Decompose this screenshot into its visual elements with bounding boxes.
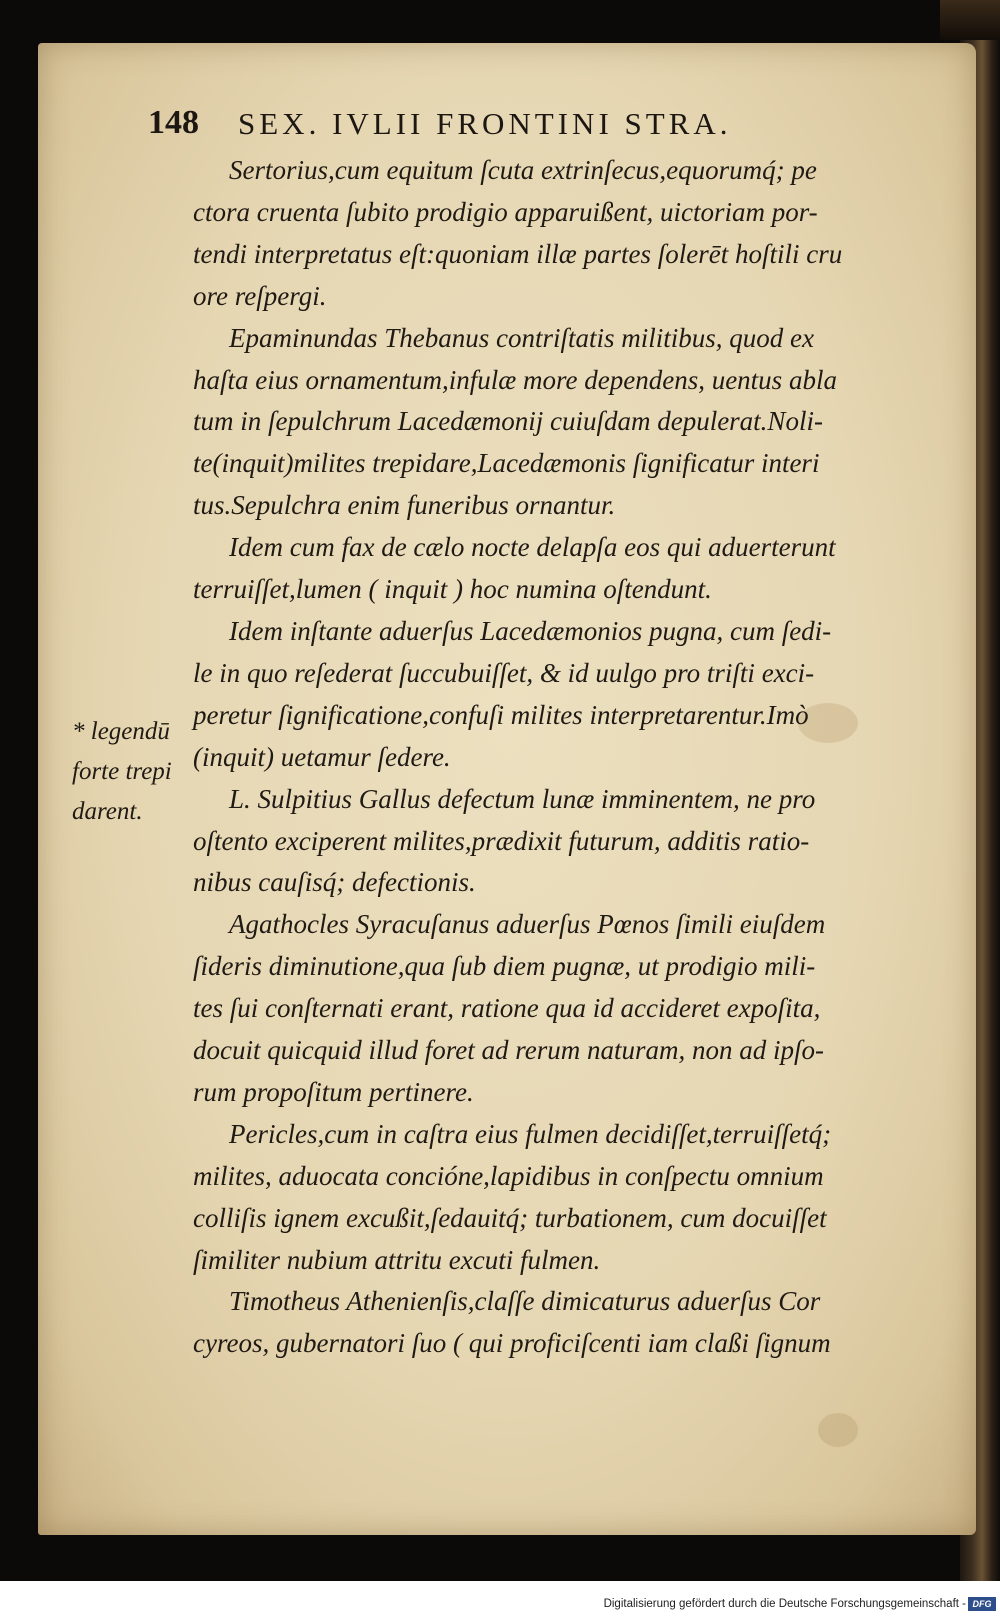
page-header: [148, 100, 888, 150]
text-line: le in quo reſederat ſuccubuiſſet, & id uulgo pro triſti exci-: [193, 657, 815, 688]
text-line: cyreos, gubernatori ſuo ( qui proficiſcenti iam claßi ſignum: [193, 1328, 831, 1359]
funding-credit: Digitalisierung gefördert durch die Deutsche Forschungsgemeinschaft -: [603, 1598, 966, 1610]
text-line: rum propoſitum pertinere.: [193, 1076, 474, 1107]
text-line: peretur ſignificatione,confuſi milites interpretarentur.Imò: [193, 699, 809, 730]
running-head: SEX. IVLII FRONTINI STRA.: [238, 106, 732, 141]
text-line: ſideris diminutione,qua ſub diem pugnæ, ut prodigio mili-: [193, 951, 816, 982]
text-line: ctora cruenta ſubito prodigio apparuißent, uictoriam por-: [193, 196, 818, 227]
paragraph: [193, 527, 908, 611]
paragraph: [193, 1281, 908, 1365]
text-line: (inquit) uetamur ſedere.: [193, 741, 451, 772]
text-line: Epaminundas Thebanus contriſtatis militibus, quod ex: [229, 322, 814, 353]
text-line: ore reſpergi.: [193, 280, 327, 311]
text-line: ſimiliter nubium attritu excuti fulmen.: [193, 1244, 601, 1275]
text-line: tus.Sepulchra enim funeribus ornantur.: [193, 490, 616, 521]
paragraph: [193, 150, 908, 318]
text-line: Idem inſtante aduerſus Lacedæmonios pugna, cum ſedi-: [229, 615, 832, 646]
page-number: 148: [148, 104, 199, 141]
text-line: Pericles,cum in caſtra eius fulmen decidiſſet,terruiſſetq́;: [229, 1118, 832, 1149]
book-corner: [940, 0, 1000, 40]
text-line: docuit quicquid illud foret ad rerum naturam, non ad ipſo-: [193, 1035, 824, 1066]
margin-note-line: * legendū: [72, 718, 170, 745]
margin-note-line: darent.: [72, 798, 143, 825]
text-line: Idem cum fax de cælo nocte delapſa eos qui aduerterunt: [229, 532, 836, 563]
text-line: Agathocles Syracuſanus aduerſus Pœnos ſimili eiuſdem: [229, 909, 826, 940]
text-line: Sertorius,cum equitum ſcuta extrinſecus,equorumq́; pe: [229, 155, 817, 185]
paragraph: [193, 611, 908, 779]
text-line: oſtento exciperent milites,prædixit futurum, additis ratio-: [193, 825, 810, 856]
body-text: [193, 150, 908, 1365]
text-line: tum in ſepulchrum Lacedæmonij cuiuſdam depulerat.Noli-: [193, 406, 823, 437]
text-line: tes ſui conſternati erant, ratione qua id accideret expoſita,: [193, 993, 821, 1024]
paragraph: [193, 1114, 908, 1282]
paragraph: [193, 318, 908, 528]
paragraph: [193, 904, 908, 1114]
text-line: colliſis ignem excußit,ſedauitq́; turbationem, cum docuiſſet: [193, 1202, 827, 1233]
text-line: te(inquit)milites trepidare,Lacedæmonis ſignificatur interi: [193, 448, 820, 479]
text-line: tendi interpretatus eſt:quoniam illæ partes ſolerēt hoſtili cru: [193, 238, 843, 269]
text-line: L. Sulpitius Gallus defectum lunæ imminentem, ne pro: [229, 783, 816, 814]
text-line: Timotheus Athenienſis,claſſe dimicaturus aduerſus Cor: [229, 1286, 821, 1317]
margin-note: [72, 712, 202, 832]
paper-stain: [818, 1413, 858, 1447]
text-line: haſta eius ornamentum,infulæ more dependens, uentus abla: [193, 364, 837, 395]
text-line: milites, aduocata concióne,lapidibus in conſpectu omnium: [193, 1160, 824, 1191]
text-line: terruiſſet,lumen ( inquit ) hoc numina oſtendunt.: [193, 574, 712, 605]
dfg-logo: DFG: [968, 1597, 996, 1611]
paragraph: [193, 779, 908, 905]
text-line: nibus cauſisq́; defectionis.: [193, 867, 476, 898]
margin-note-line: forte trepi: [72, 758, 172, 785]
